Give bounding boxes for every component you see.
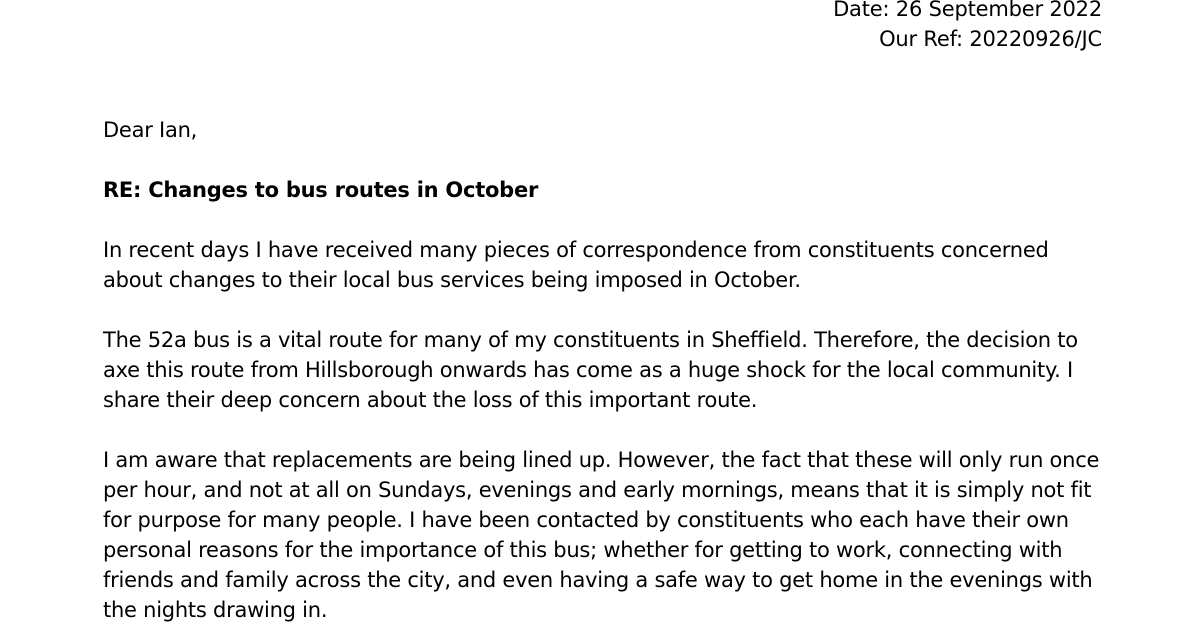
paragraph-line: In recent days I have received many pieces of correspondence from constituents concerned bbox=[103, 238, 1049, 262]
letter-date: Date: 26 September 2022 bbox=[833, 0, 1102, 21]
letter-body bbox=[103, 115, 1103, 630]
paragraph bbox=[103, 235, 1103, 295]
subject-line: RE: Changes to bus routes in October bbox=[103, 178, 539, 202]
letter-meta bbox=[833, 0, 1102, 54]
paragraph-line: per hour, and not at all on Sundays, evenings and early mornings, means that it is simply not fit bbox=[103, 478, 1092, 502]
letter-reference: Our Ref: 20220926/JC bbox=[879, 27, 1102, 51]
paragraph-line: I am aware that replacements are being lined up. However, the fact that these will only run once bbox=[103, 448, 1100, 472]
paragraph-line: personal reasons for the importance of this bus; whether for getting to work, connecting with bbox=[103, 538, 1063, 562]
salutation: Dear Ian, bbox=[103, 118, 198, 142]
paragraph-line: about changes to their local bus services being imposed in October. bbox=[103, 268, 801, 292]
paragraph-line: share their deep concern about the loss of this important route. bbox=[103, 388, 758, 412]
paragraph-line: friends and family across the city, and even having a safe way to get home in the evenings with bbox=[103, 568, 1093, 592]
paragraph bbox=[103, 445, 1103, 625]
paragraph-line: The 52a bus is a vital route for many of my constituents in Sheffield. Therefore, the decision to bbox=[103, 328, 1078, 352]
paragraph bbox=[103, 325, 1103, 415]
paragraph-line: the nights drawing in. bbox=[103, 598, 328, 622]
paragraph-line: for purpose for many people. I have been contacted by constituents who each have their own bbox=[103, 508, 1069, 532]
paragraph-line: axe this route from Hillsborough onwards has come as a huge shock for the local community. I bbox=[103, 358, 1073, 382]
